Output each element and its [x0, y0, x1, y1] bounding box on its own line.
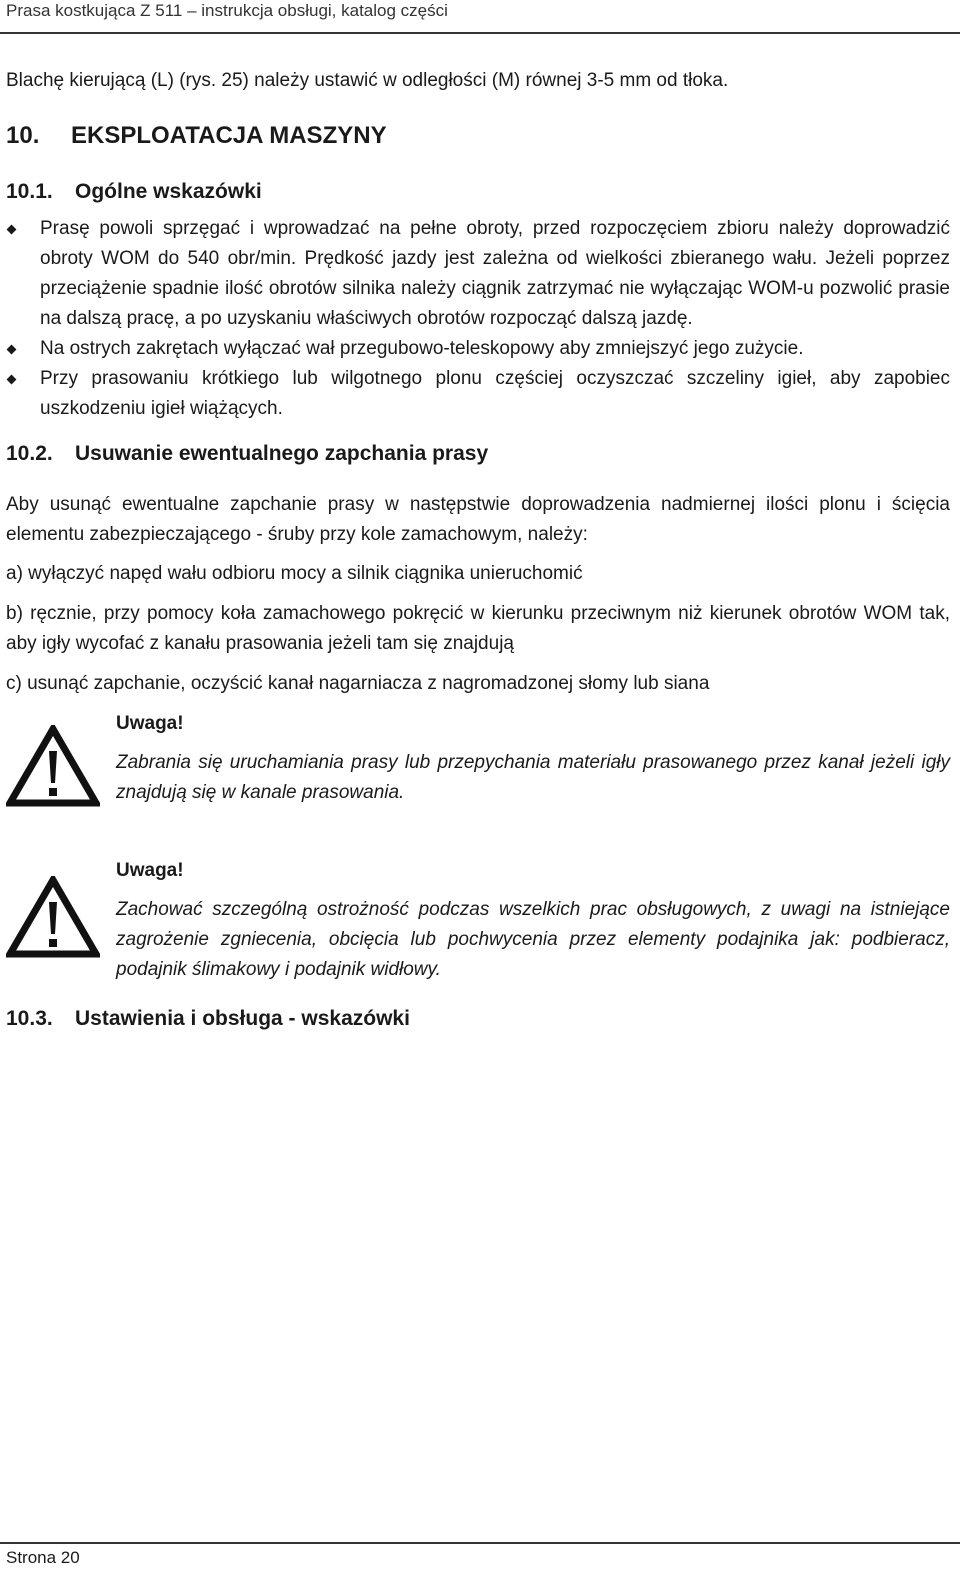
warning-text: Zabrania się uruchamiania prasy lub przepychania materiału prasowanego przez kanał jeżeli igły znajdują się w kanale prasowania. — [116, 752, 950, 803]
section-title: EKSPLOATACJA MASZYNY — [71, 122, 387, 149]
warning-text: Zachować szczególną ostrożność podczas wszelkich prac obsługowych, z uwagi na istniejące zagrożenie zgniecenia, obcięcia lub pochwycenia przez elementy podajnika jak: podbieracz, podajnik ślimakowy i podajnik widłowy. — [116, 899, 950, 980]
intro-paragraph: Blachę kierującą (L) (rys. 25) należy ustawić w odległości (M) równej 3-5 mm od tłoka. — [6, 70, 729, 91]
unclog-step-a: a) wyłączyć napęd wału odbioru mocy a silnik ciągnika unieruchomić — [6, 563, 583, 584]
document-title: Prasa kostkująca Z 511 – instrukcja obsługi, katalog części — [6, 1, 448, 20]
warning-title: Uwaga! — [116, 713, 184, 734]
warning-title: Uwaga! — [116, 860, 184, 881]
section-title: Ustawienia i obsługa - wskazówki — [75, 1007, 410, 1030]
section-number: 10.1. — [6, 180, 53, 203]
section-10-3-heading — [6, 1007, 950, 1031]
section-10-2-heading — [6, 442, 950, 466]
bullet-diamond-icon — [7, 345, 17, 355]
warning-triangle-icon — [6, 725, 100, 807]
list-item-text: Przy prasowaniu krótkiego lub wilgotnego plonu częściej oczyszczać szczeliny igieł, aby zapobiec uszkodzeniu igieł wiążących. — [40, 368, 950, 419]
section-title: Ogólne wskazówki — [75, 180, 262, 203]
section-number: 10.3. — [6, 1007, 53, 1030]
section-10-heading — [6, 122, 950, 150]
unclog-step-c: c) usunąć zapchanie, oczyścić kanał nagarniacza z nagromadzonej słomy lub siana — [6, 673, 710, 694]
section-number: 10. — [6, 122, 40, 149]
page-content — [6, 66, 950, 1031]
warning-block — [6, 709, 950, 808]
page-footer — [0, 1542, 960, 1580]
list-item-text: Prasę powoli sprzęgać i wprowadzać na pełne obroty, przed rozpoczęciem zbioru należy doprowadzić obroty WOM do 540 obr/min. Prędkość jazdy jest zależna od wielkości zbieranego wału. Jeżeli poprzez przeciążenie spadnie ilość obrotów silnika należy ciągnik zatrzymać nie wyłączając WOM-u pozwolić prasie na dalszą pracę, a po uzyskaniu właściwych obrotów rozpocząć dalszą jazdę. — [40, 218, 950, 329]
warning-block — [6, 856, 950, 985]
page-number: Strona 20 — [6, 1548, 80, 1567]
page-header — [0, 0, 960, 34]
warning-triangle-icon — [6, 876, 100, 958]
list-item — [6, 334, 950, 364]
unclog-intro: Aby usunąć ewentualne zapchanie prasy w następstwie doprowadzenia nadmiernej ilości plonu i ścięcia elementu zabezpieczającego - śruby przy kole zamachowym, należy: — [6, 494, 950, 545]
section-10-1-heading — [6, 180, 950, 204]
section-title: Usuwanie ewentualnego zapchania prasy — [75, 442, 489, 465]
unclog-step-b: b) ręcznie, przy pomocy koła zamachowego pokręcić w kierunku przeciwnym niż kierunek obrotów WOM tak, aby igły wycofać z kanału prasowania jeżeli tam się znajdują — [6, 603, 950, 654]
list-item-text: Na ostrych zakrętach wyłączać wał przegubowo-teleskopowy aby zmniejszyć jego zużycie. — [40, 338, 804, 359]
list-item — [6, 364, 950, 424]
list-item — [6, 214, 950, 334]
bullet-diamond-icon — [7, 375, 17, 385]
guidelines-list — [6, 214, 950, 424]
section-number: 10.2. — [6, 442, 53, 465]
bullet-diamond-icon — [7, 225, 17, 235]
